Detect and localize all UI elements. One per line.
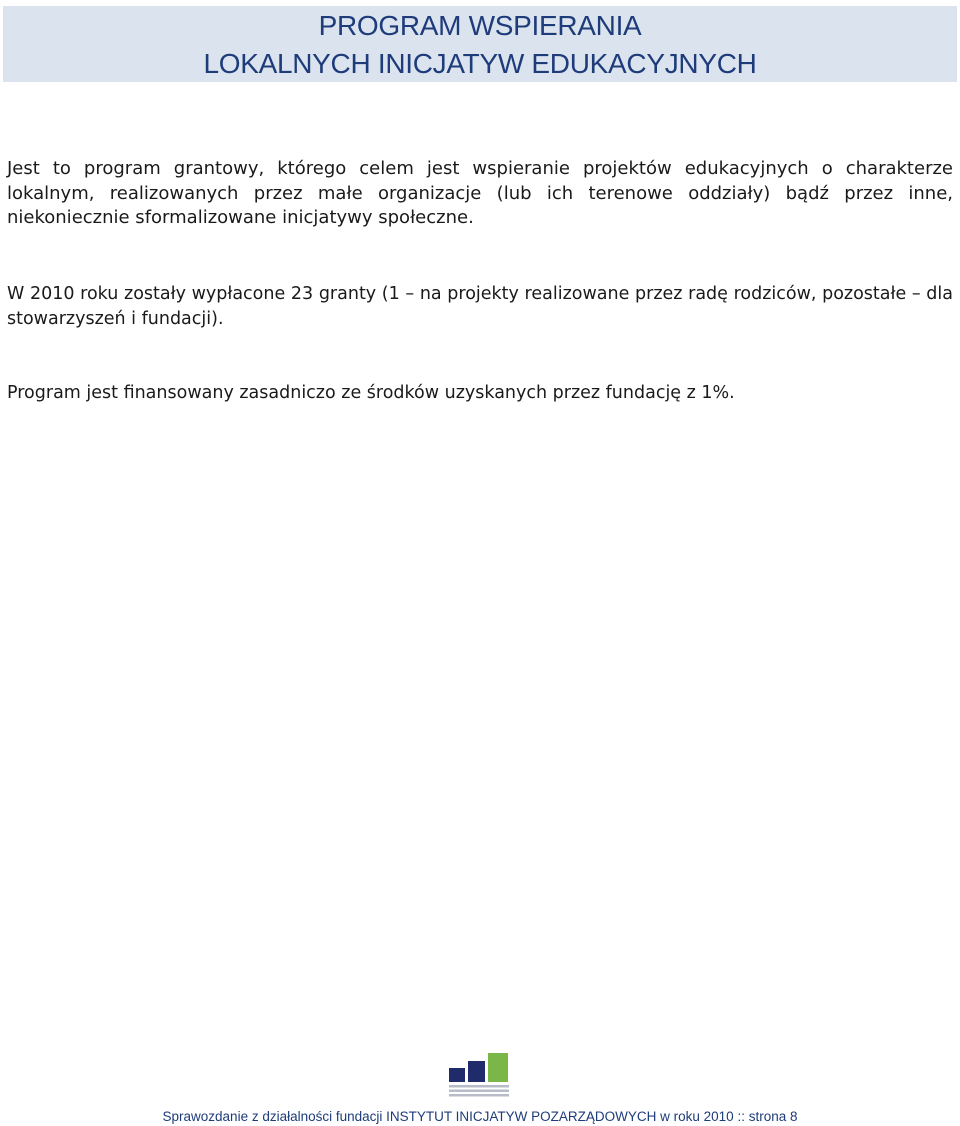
footer-text: Sprawozdanie z działalności fundacji INSTYTUT INICJATYW POZARZĄDOWYCH w roku 2010 :: strona 8 [162, 1109, 798, 1124]
page-title-line1: PROGRAM WSPIERANIA [318, 10, 642, 41]
page-footer [0, 1109, 960, 1124]
grants-paragraph: W 2010 roku zostały wypłacone 23 granty (1 – na projekty realizowane przez radę rodziców, pozostałe – dla stowarzyszeń i fundacji). [7, 284, 953, 329]
financing-paragraph: Program jest finansowany zasadniczo ze środków uzyskanych przez fundację z 1%. [7, 383, 735, 403]
page-title-line2: LOKALNYCH INICJATYW EDUKACYJNYCH [203, 48, 757, 79]
institute-logo-icon [447, 1052, 513, 1102]
page-title-banner [3, 6, 957, 82]
intro-paragraph: Jest to program grantowy, którego celem jest wspieranie projektów edukacyjnych o charakterze lokalnym, realizowanych przez małe organizacje (lub ich terenowe oddziały) bądź przez inne, niekoniecznie sformalizowane inicjatywy społeczne. [7, 158, 953, 228]
